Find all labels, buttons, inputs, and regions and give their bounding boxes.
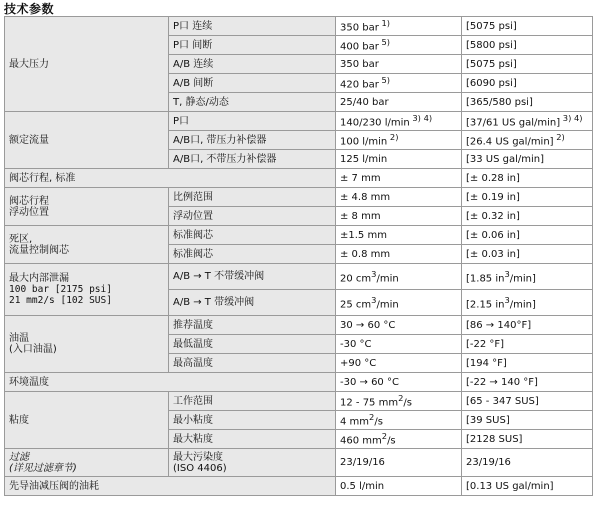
metric-value: 140/230 l/min $^{3) 4)}$ — [336, 112, 462, 131]
imperial-value: [86 → 140°F] — [462, 316, 593, 335]
table-row — [5, 264, 593, 290]
imperial-value: [6090 psi] — [462, 74, 593, 93]
sub-label: P口 — [169, 112, 336, 131]
metric-value: 12 - 75 $mm^2/s$ — [336, 392, 462, 411]
imperial-value: [± 0.28 in] — [462, 169, 593, 188]
metric-value: 25 $cm^3/\min$ — [336, 290, 462, 316]
sub-label: 最小粘度 — [169, 411, 336, 430]
metric-value: 125 l/min — [336, 150, 462, 169]
sub-label: 最大粘度 — [169, 430, 336, 449]
table-row — [5, 188, 593, 207]
imperial-value: [5075 psi] — [462, 17, 593, 36]
metric-value: -30 °C — [336, 335, 462, 354]
imperial-value: [37/61 US gal/min] $^{3) 4)}$ — [462, 112, 593, 131]
section-title: 技术参数 — [4, 2, 55, 16]
table-row — [5, 392, 593, 411]
sub-label: P口 连续 — [169, 17, 336, 36]
sub-label: A/B口, 不带压力补偿器 — [169, 150, 336, 169]
imperial-value: [365/580 psi] — [462, 93, 593, 112]
table-row — [5, 17, 593, 36]
param-spool-stroke: 阀芯行程, 标准 — [5, 169, 336, 188]
sub-label: 浮动位置 — [169, 207, 336, 226]
sub-label: A/B 间断 — [169, 74, 336, 93]
metric-value: 460 $mm^2/s$ — [336, 430, 462, 449]
metric-value: ± 8 mm — [336, 207, 462, 226]
table-row — [5, 477, 593, 496]
table-row — [5, 112, 593, 131]
metric-value: ±1.5 mm — [336, 226, 462, 245]
sub-label: 最大污染度 (ISO 4406) — [169, 449, 336, 477]
sub-label: 标准阀芯 — [169, 226, 336, 245]
sub-label: T, 静态/动态 — [169, 93, 336, 112]
imperial-value: [5800 psi] — [462, 36, 593, 55]
imperial-value: [± 0.32 in] — [462, 207, 593, 226]
imperial-value: [± 0.03 in] — [462, 245, 593, 264]
sub-label: 比例范围 — [169, 188, 336, 207]
metric-value: 20 $cm^3/\min$ — [336, 264, 462, 290]
param-ambient-temp: 环境温度 — [5, 373, 336, 392]
imperial-value: [2.15 $in^3/\min$] — [462, 290, 593, 316]
imperial-value: [1.85 $in^3/\min$] — [462, 264, 593, 290]
param-internal-leakage: 最大内部泄漏 100 bar [2175 psi] 21 mm2/s [102 SUS] — [5, 264, 169, 316]
imperial-value: [5075 psi] — [462, 55, 593, 74]
metric-value: ± 4.8 mm — [336, 188, 462, 207]
imperial-value: [± 0.19 in] — [462, 188, 593, 207]
imperial-value: [65 - 347 SUS] — [462, 392, 593, 411]
metric-value: 350 bar — [336, 55, 462, 74]
imperial-value: [26.4 US gal/min] $^{2)}$ — [462, 131, 593, 150]
param-spool-float: 阀芯行程 浮动位置 — [5, 188, 169, 226]
sub-label: 标准阀芯 — [169, 245, 336, 264]
sub-label: A/B → T 不带缓冲阀 — [169, 264, 336, 290]
metric-value: 25/40 bar — [336, 93, 462, 112]
sub-label: 工作范围 — [169, 392, 336, 411]
sub-label: 最高温度 — [169, 354, 336, 373]
metric-value: 350 bar $^{1)}$ — [336, 17, 462, 36]
param-pilot-oil: 先导油减压阀的油耗 — [5, 477, 336, 496]
imperial-value: [-22 → 140 °F] — [462, 373, 593, 392]
metric-value: -30 → 60 °C — [336, 373, 462, 392]
table-row — [5, 449, 593, 477]
imperial-value: [39 SUS] — [462, 411, 593, 430]
sub-label: A/B口, 带压力补偿器 — [169, 131, 336, 150]
imperial-value: [± 0.06 in] — [462, 226, 593, 245]
metric-value: +90 °C — [336, 354, 462, 373]
table-row — [5, 316, 593, 335]
metric-value: 100 l/min $^{2)}$ — [336, 131, 462, 150]
metric-value: 400 bar $^{5)}$ — [336, 36, 462, 55]
metric-value: 420 bar $^{5)}$ — [336, 74, 462, 93]
sub-label: 最低温度 — [169, 335, 336, 354]
imperial-value: [-22 °F] — [462, 335, 593, 354]
metric-value: 23/19/16 — [336, 449, 462, 477]
table-row — [5, 373, 593, 392]
param-dead-band: 死区, 流量控制阀芯 — [5, 226, 169, 264]
metric-value: 30 → 60 °C — [336, 316, 462, 335]
param-viscosity: 粘度 — [5, 392, 169, 449]
sub-label: 推荐温度 — [169, 316, 336, 335]
metric-value: 0.5 l/min — [336, 477, 462, 496]
spec-table — [4, 16, 593, 496]
param-filtration: 过滤 (详见过滤章节) — [5, 449, 169, 477]
imperial-value: [2128 SUS] — [462, 430, 593, 449]
param-oil-temp: 油温 (入口油温) — [5, 316, 169, 373]
imperial-value: 23/19/16 — [462, 449, 593, 477]
table-row — [5, 169, 593, 188]
table-row — [5, 226, 593, 245]
param-rated-flow: 额定流量 — [5, 112, 169, 169]
imperial-value: [33 US gal/min] — [462, 150, 593, 169]
metric-value: ± 0.8 mm — [336, 245, 462, 264]
metric-value: ± 7 mm — [336, 169, 462, 188]
sub-label: A/B 连续 — [169, 55, 336, 74]
param-max-pressure: 最大压力 — [5, 17, 169, 112]
sub-label: A/B → T 带缓冲阀 — [169, 290, 336, 316]
metric-value: 4 $mm^2/s$ — [336, 411, 462, 430]
imperial-value: [194 °F] — [462, 354, 593, 373]
sub-label: P口 间断 — [169, 36, 336, 55]
imperial-value: [0.13 US gal/min] — [462, 477, 593, 496]
